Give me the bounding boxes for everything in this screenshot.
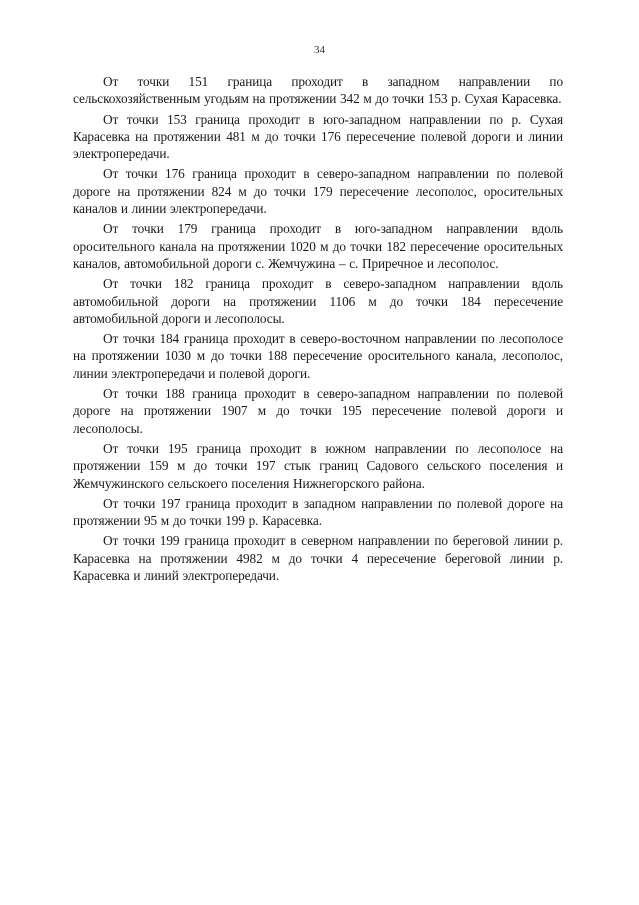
paragraph: От точки 184 граница проходит в северо-восточном направлении по лесополосе на протяжении 1030 м до точки 188 пересечение оросительного канала, лесополос, линии электропередачи и полевой дороги. [73,331,563,381]
page-number: 34 [314,44,325,56]
document-body [73,73,563,584]
paragraph: От точки 188 граница проходит в северо-западном направлении по полевой дороге на протяжении 1907 м до точки 195 пересечение полевой дороги и лесополосы. [73,386,563,436]
paragraph: От точки 151 граница проходит в западном направлении по сельскохозяйственным угодьям на протяжении 342 м до точки 153 р. Сухая Карасевка. [73,74,563,107]
paragraph: От точки 182 граница проходит в северо-западном направлении вдоль автомобильной дороги на протяжении 1106 м до точки 184 пересечение автомобильной дороги и лесополосы. [73,276,563,326]
paragraph: От точки 176 граница проходит в северо-западном направлении по полевой дороге на протяжении 824 м до точки 179 пересечение лесополос, оросительных каналов и линии электропередачи. [73,166,563,217]
paragraph: От точки 197 граница проходит в западном направлении по полевой дороге на протяжении 95 м до точки 199 р. Карасевка. [73,495,563,529]
paragraph: От точки 199 граница проходит в северном направлении по береговой линии р. Карасевка на протяжении 4982 м до точки 4 пересечение береговой линии р. Карасевка и линий электропередачи. [73,533,563,584]
paragraph: От точки 179 граница проходит в юго-западном направлении вдоль оросительного канала на протяжении 1020 м до точки 182 пересечение оросительных каналов, автомобильной дороги с. Жемчужина – с. Приречное и лесополос. [73,221,563,271]
paragraph: От точки 195 граница проходит в южном направлении по лесополосе на протяжении 159 м до точки 197 стык границ Садового сельского поселения и Жемчужинского сельскоего поселения Нижнегорского района. [73,440,563,491]
paragraph: От точки 153 граница проходит в юго-западном направлении по р. Сухая Карасевка на протяжении 481 м до точки 176 пересечение полевой дороги и линии электропередачи. [73,111,563,162]
